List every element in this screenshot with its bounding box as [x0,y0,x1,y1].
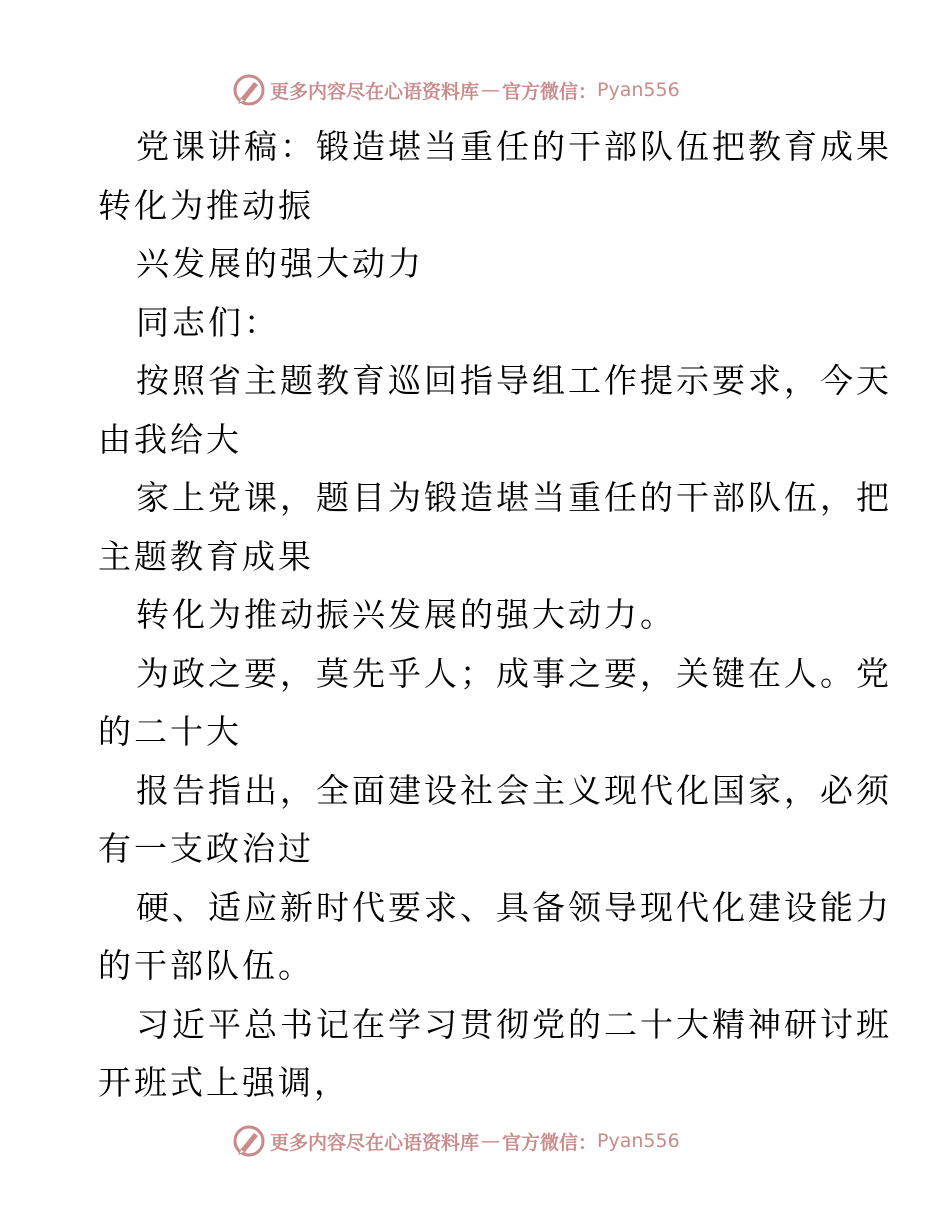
header-watermark [232,72,712,108]
pen-logo-icon [232,73,266,107]
text-line: 习近平总书记在学习贯彻党的二十大精神研讨班 [136,1004,892,1044]
text-line: 的干部队伍。 [98,946,314,985]
text-line: 党课讲稿：锻造堪当重任的干部队伍把教育成果 [136,127,892,166]
watermark-text: 更多内容尽在心语资料库 [270,80,480,103]
text-line: 报告指出，全面建设社会主义现代化国家，必须 [136,770,892,810]
text-line: 转化为推动振兴发展的强大动力。 [136,595,676,634]
wechat-id: Pyan556 [597,1130,680,1152]
pen-logo-icon [232,1124,266,1158]
document-body [98,118,892,1113]
wechat-label: 官方微信： [502,1131,598,1154]
text-line: 家上党课，题目为锻造堪当重任的干部队伍，把 [136,478,892,517]
text-line: 有一支政治过 [98,829,314,868]
text-line: 主题教育成果 [98,536,314,576]
text-line: 开班式上强调， [98,1063,350,1102]
text-line: 由我给大 [98,419,242,459]
text-line: 同志们： [136,302,280,342]
text-line: 为政之要，莫先乎人；成事之要，关键在人。党 [136,653,892,693]
text-line: 硬、适应新时代要求、具备领导现代化建设能力 [136,887,892,927]
text-line: 按照省主题教育巡回指导组工作提示要求，今天 [136,361,892,400]
wechat-label: 官方微信： [502,80,598,103]
wechat-id: Pyan556 [597,79,680,101]
watermark-separator: — [481,79,501,101]
text-line: 的二十大 [98,712,242,751]
text-line: 转化为推动振 [98,185,314,225]
footer-watermark [232,1123,712,1159]
watermark-text: 更多内容尽在心语资料库 [270,1131,480,1154]
watermark-separator: — [481,1130,501,1152]
text-line: 兴发展的强大动力 [136,244,424,283]
